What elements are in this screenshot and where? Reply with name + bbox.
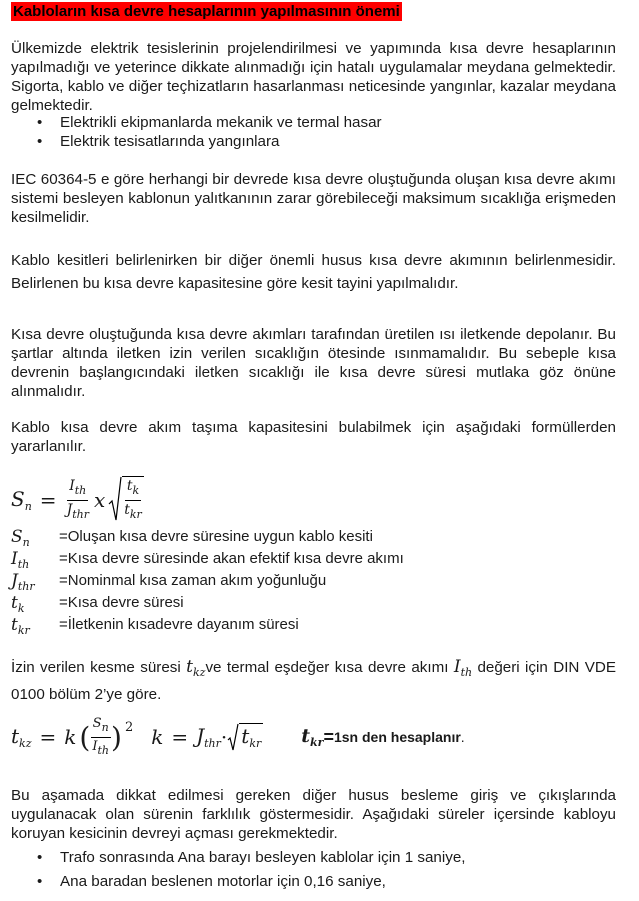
paragraph-iec: IEC 60364-5 e göre herhangi bir devrede kısa devre oluştuğunda oluşan kısa devre akımı sistemi besleyen kablonun yalıtkanının zarar görebileceği maksimum sıcaklığa erişmeden kesilmelidir. — [11, 171, 616, 226]
list-item — [11, 132, 616, 151]
square-root: $t_{kr}$ — [227, 723, 263, 751]
paragraph-cross-section: Kablo kesitleri belirlenirken bir diğer önemli husus kısa devre akımının belirlenmesidir. Belirlenen bu kısa devre kapasitesine göre kesit tayini yapılmalıdır. — [11, 252, 616, 292]
definition-row — [11, 570, 616, 592]
inline-symbol-ith: $I_{th}$ — [453, 657, 473, 679]
bullet-list-damages — [11, 113, 616, 151]
definition-row — [11, 548, 616, 570]
inline-symbol-tkz: $t_{kz}$ — [186, 657, 206, 679]
paragraph-formula-intro: Kablo kısa devre akım taşıma kapasitesini bulabilmek için aşağıdaki formüllerden yararlanılır. — [11, 419, 616, 455]
fraction-ith-jthr: $\frac{I_{th}}{J_{thr}}$ — [66, 477, 89, 521]
paragraph-intro: Ülkemizde elektrik tesislerinin projelendirilmesi ve yapımında kısa devre hesaplarının yapılmadığı ve yeterince dikkate alınmadığı için hatalı uygulamalar meydana gelmektedir. Sigorta, kablo ve diğer teçhizatların hasarlanması neticesinde yangınlar, kazalar meydana gelmektedir. — [11, 40, 616, 114]
definition-text: =Kısa devre süresinde akan efektif kısa devre akımı — [59, 550, 404, 567]
definition-text: =Nominmal kısa zaman akım yoğunluğu — [59, 572, 327, 589]
radical-icon — [227, 723, 239, 751]
definition-symbol: $t_k$ — [11, 593, 25, 615]
bullet-list-times — [11, 846, 616, 894]
definition-text: =Kısa devre süresi — [59, 594, 184, 611]
square-root: $\frac{t_k}{t_{kr}}$ — [108, 476, 144, 524]
radical-icon — [108, 476, 122, 522]
symbol-definitions — [11, 526, 616, 636]
list-item — [11, 846, 616, 870]
bullet-icon: • — [37, 133, 43, 150]
definition-symbol: $S_n$ — [11, 527, 30, 549]
paragraph-protection-times: Bu aşamada dikkat edilmesi gereken diğer husus besleme giriş ve çıkışlarında uygulanacak olan sürenin farklılık göstermesidir. Aşağıdaki süreler içersinde kabloyu koruyan kesicinin devreyi açması gerekmektedir. — [11, 787, 616, 842]
times-sign: x — [93, 488, 106, 512]
list-item-text: Elektrikli ekipmanlarda mekanik ve termal hasar — [60, 114, 382, 131]
formula-tkz: $t_{kz}$ = k ( $\frac{S_n}{I_{th}}$ ) 2 k = $J_{thr}$ · $t_{kr}$ — [11, 715, 262, 757]
definition-row — [11, 592, 616, 614]
bullet-icon: • — [37, 849, 43, 866]
definition-row — [11, 526, 616, 548]
paragraph-heat: Kısa devre oluştuğunda kısa devre akımları tarafından üretilen ısı iletkende depolanır. Bu şartlar altında iletken izin verilen sıcaklığın ötesinde ısınmamalıdır. Bu sebeple kısa devrenin başlangıcındaki iletken sıcaklığı ile kısa devre süresi mutlaka göz önüne alınmalıdır. — [11, 326, 616, 400]
document-title: Kabloların kısa devre hesaplarının yapılmasının önemi — [13, 3, 400, 20]
formula-note: $t_{kr}$ = 1sn den hesaplanır . — [301, 725, 465, 749]
bullet-icon: • — [37, 114, 43, 131]
list-item-text: Trafo sonrasında Ana barayı besleyen kablolar için 1 saniye, — [60, 849, 466, 866]
formula-cross-section — [11, 476, 144, 524]
list-item-text: Elektrik tesisatlarında yangınlara — [60, 133, 280, 150]
formula-lhs: $S_n$ — [11, 487, 32, 513]
formula-cutoff-time — [11, 714, 616, 760]
list-item — [11, 113, 616, 132]
list-item-text: Ana baradan beslenen motorlar için 0,16 saniye, — [60, 873, 386, 890]
bullet-icon: • — [37, 873, 43, 890]
list-item — [11, 870, 616, 894]
definition-text: =Oluşan kısa devre süresine uygun kablo kesiti — [59, 528, 373, 545]
definition-symbol: $t_{kr}$ — [11, 615, 30, 637]
definition-symbol: $I_{th}$ — [11, 549, 30, 571]
paragraph-din-vde: İzin verilen kesme süresi $t_{kz}ve$ termal eşdeğer kısa devre akımı $I_{th}$ değeri için DIN VDE 0100 bölüm 2’ye göre. — [11, 657, 616, 703]
equals-sign: = — [39, 488, 57, 512]
definition-symbol: $J_{thr}$ — [11, 571, 35, 593]
definition-text: =İletkenin kısadevre dayanım süresi — [59, 616, 299, 633]
definition-row — [11, 614, 616, 636]
